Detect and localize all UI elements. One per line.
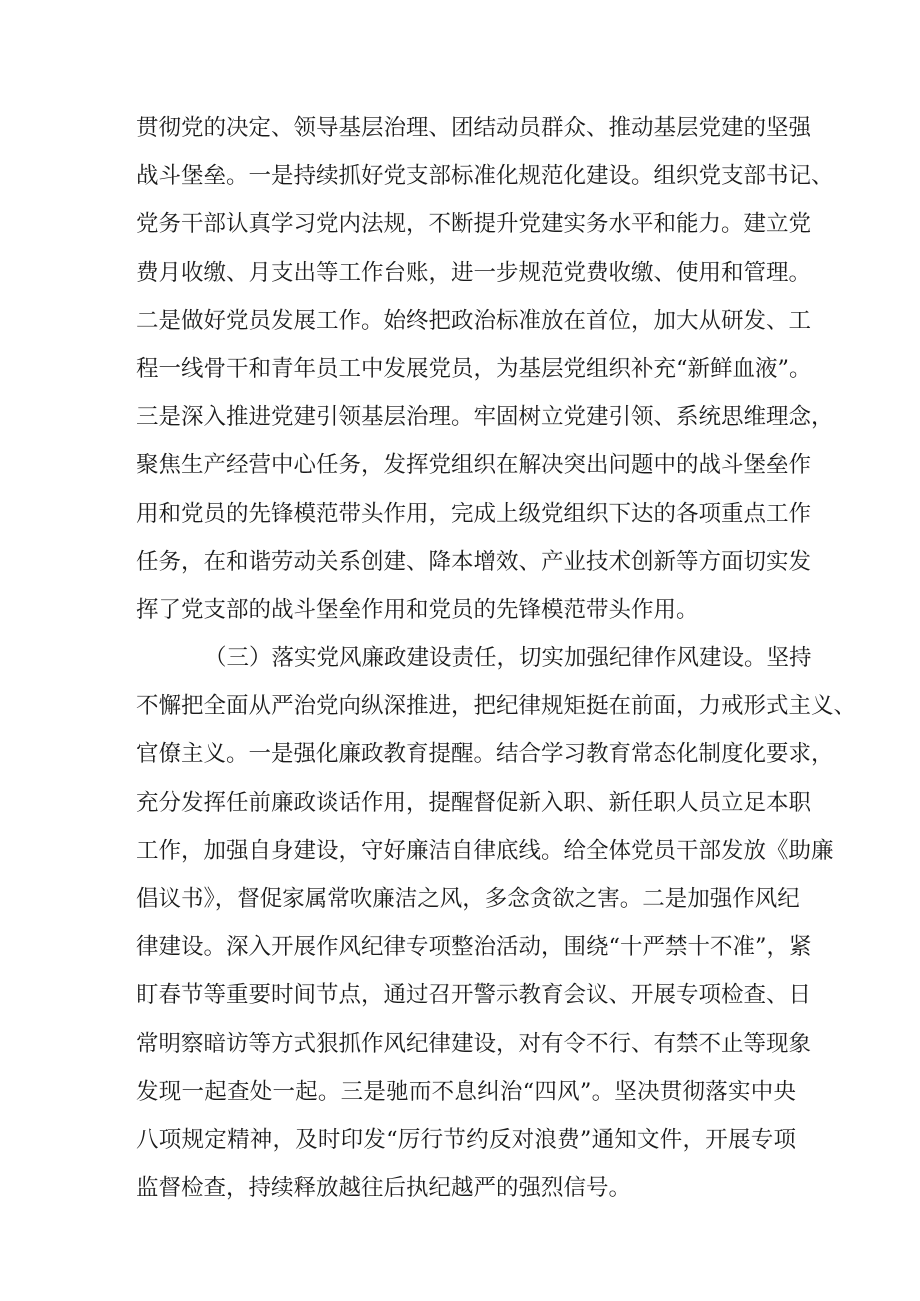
text-line: 聚焦生产经营中心任务，发挥党组织在解决突出问题中的战斗堡垒作 [136,452,812,479]
text-line: 战斗堡垒。一是持续抓好党支部标准化规范化建设。组织党支部书记、 [136,163,834,190]
text-line: 费月收缴、月支出等工作台账，进一步规范党费收缴、使用和管理。 [136,259,812,286]
text-line: 律建设。深入开展作风纪律专项整治活动，围绕“十严禁十不准”，紧 [136,934,812,961]
text-line: 挥了党支部的战斗堡垒作用和党员的先锋模范带头作用。 [136,596,699,623]
text-line: 盯春节等重要时间节点，通过召开警示教育会议、开展专项检查、日 [136,982,812,1009]
text-line: 工作，加强自身建设，守好廉洁自律底线。给全体党员干部发放《助廉 [136,837,834,864]
text-line: 任务，在和谐劳动关系创建、降本增效、产业技术创新等方面切实发 [136,548,812,575]
text-line: 程一线骨干和青年员工中发展党员，为基层党组织补充“新鲜血液”。 [136,355,812,382]
text-line: 二是做好党员发展工作。始终把政治标准放在首位，加大从研发、工 [136,307,812,334]
text-line: 监督检查，持续释放越往后执纪越严的强烈信号。 [136,1175,632,1202]
text-line: 三是深入推进党建引领基层治理。牢固树立党建引领、系统思维理念， [136,404,834,431]
paragraph-integrity-discipline [136,634,857,1212]
text-line: 官僚主义。一是强化廉政教育提醒。结合学习教育常态化制度化要求， [136,741,834,768]
text-line: 发现一起查处一起。三是驰而不息纠治“四风”。坚决贯彻落实中央 [136,1078,796,1105]
text-line: 充分发挥任前廉政谈话作用，提醒督促新入职、新任职人员立足本职 [136,789,812,816]
text-line: 倡议书》，督促家属常吹廉洁之风，多念贪欲之害。二是加强作风纪 [136,885,800,912]
paragraph-party-building [136,104,834,634]
section-heading-line: （三）落实党风廉政建设责任，切实加强纪律作风建设。坚持 [204,645,812,671]
text-line: 贯彻党的决定、领导基层治理、团结动员群众、推动基层党建的坚强 [136,115,812,141]
text-line: 不懈把全面从严治党向纵深推进，把纪律规矩挺在前面，力戒形式主义、 [136,693,857,720]
text-line: 用和党员的先锋模范带头作用，完成上级党组织下达的各项重点工作 [136,500,812,527]
text-line: 八项规定精神，及时印发“厉行节约反对浪费”通知文件，开展专项 [136,1126,796,1153]
text-line: 常明察暗访等方式狠抓作风纪律建设，对有令不行、有禁不止等现象 [136,1030,812,1057]
text-line: 党务干部认真学习党内法规，不断提升党建实务水平和能力。建立党 [136,211,812,238]
